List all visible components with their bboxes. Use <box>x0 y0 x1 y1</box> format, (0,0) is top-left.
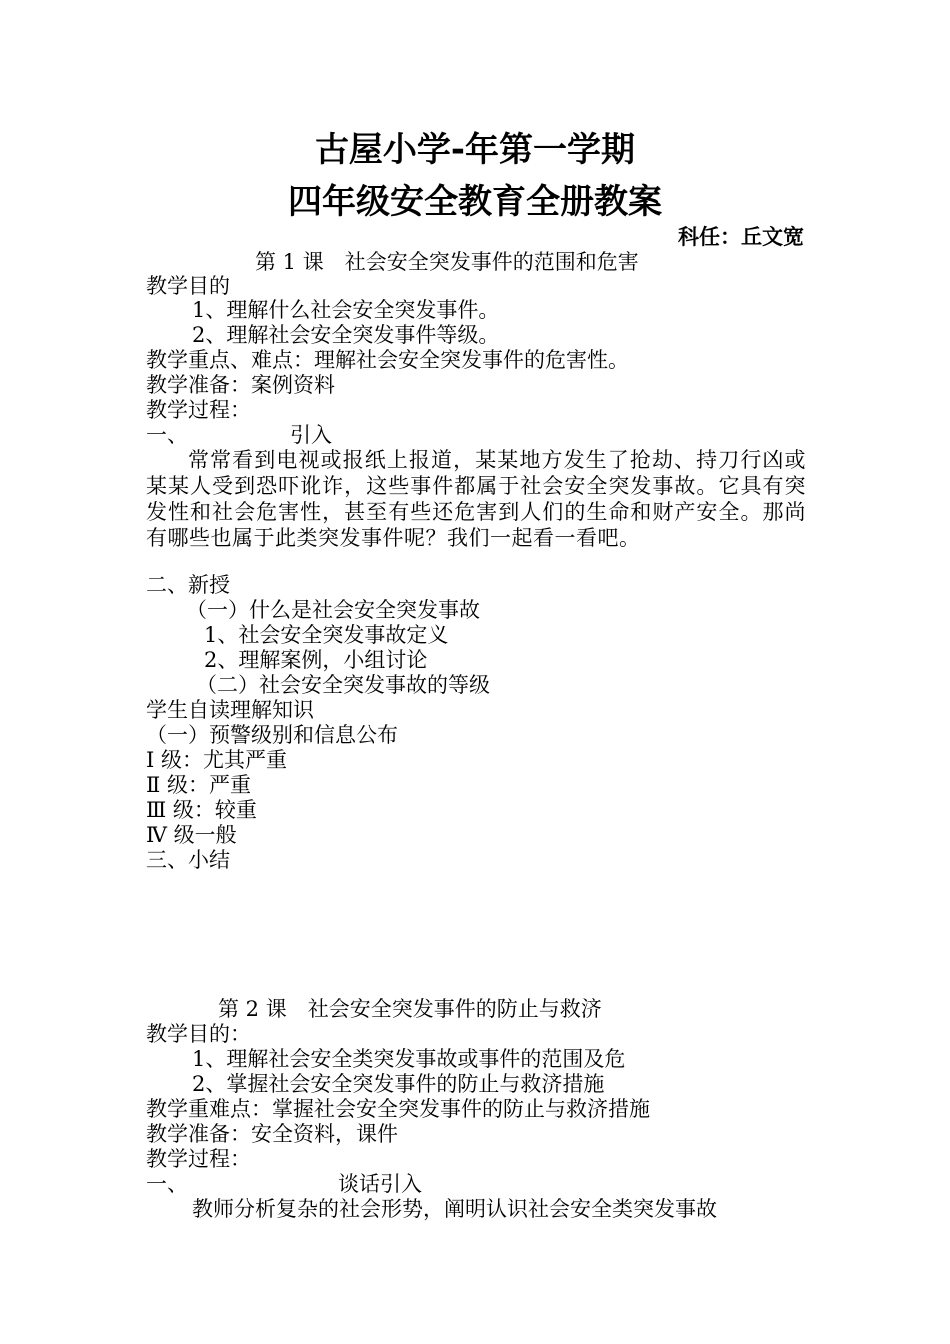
lesson1-subsection-2: （二）社会安全突发事故的等级 <box>196 673 490 697</box>
lesson1-level-2: Ⅱ 级：严重 <box>146 773 251 797</box>
lesson2-step1-title: 谈话引入 <box>338 1172 422 1196</box>
lesson1-step2: 二、新授 <box>146 573 230 597</box>
lesson1-step3: 三、小结 <box>146 848 230 872</box>
lesson1-intro-paragraph: 常常看到电视或报纸上报道，某某地方发生了抢劫、持刀行凶或某某人受到恐吓讹诈，这些事件都属于社会安全突发事故。它具有突发性和社会危害性，甚至有些还危害到人们的生命和财产安全。那尚有哪些也属于此类突发事件呢？我们一起看一看吧。 <box>146 448 806 550</box>
lesson2-prep: 教学准备：安全资料，课件 <box>146 1122 398 1146</box>
lesson1-objective-2: 2、理解社会安全突发事件等级。 <box>192 323 500 347</box>
lesson2-paragraph-start: 教师分析复杂的社会形势，阐明认识社会安全类突发事故 <box>192 1197 717 1221</box>
lesson1-step1-number: 一、 <box>146 423 188 447</box>
lesson1-subsection-1: （一）什么是社会安全突发事故 <box>186 598 480 622</box>
lesson1-prep: 教学准备：案例资料 <box>146 373 335 397</box>
lesson1-warning-levels: （一）预警级别和信息公布 <box>146 723 398 747</box>
lesson1-objective-label: 教学目的 <box>146 274 230 298</box>
document-title: 古屋小学-年第一学期 <box>314 130 636 170</box>
lesson1-objective-1: 1、理解什么社会安全突发事件。 <box>192 298 500 322</box>
lesson1-level-4: Ⅳ 级一般 <box>146 823 237 847</box>
lesson2-objective-label: 教学目的： <box>146 1022 251 1046</box>
lesson1-focus: 教学重点、难点：理解社会安全突发事件的危害性。 <box>146 348 629 372</box>
lesson1-subsection-1-item-2: 2、理解案例，小组讨论 <box>204 648 428 672</box>
lesson1-self-read: 学生自读理解知识 <box>146 698 314 722</box>
document-subtitle: 四年级安全教育全册教案 <box>288 182 662 222</box>
lesson1-process-label: 教学过程： <box>146 398 251 422</box>
lesson2-step1-number: 一、 <box>146 1172 188 1196</box>
lesson1-level-1: Ⅰ 级：尤其严重 <box>146 748 287 772</box>
lesson2-objective-1: 1、理解社会安全类突发事故或事件的范围及危 <box>192 1047 626 1071</box>
lesson2-process-label: 教学过程： <box>146 1147 251 1171</box>
lesson1-step1-title: 引入 <box>290 423 332 447</box>
lesson1-level-3: Ⅲ 级：较重 <box>146 798 257 822</box>
teacher-name: 科任：丘文宽 <box>678 225 804 249</box>
lesson1-subsection-1-item-1: 1、社会安全突发事故定义 <box>204 623 449 647</box>
lesson2-focus: 教学重难点：掌握社会安全突发事件的防止与救济措施 <box>146 1097 650 1121</box>
lesson2-heading: 第 2 课 社会安全突发事件的防止与救济 <box>218 997 602 1021</box>
lesson2-objective-2: 2、掌握社会安全突发事件的防止与救济措施 <box>192 1072 605 1096</box>
lesson1-heading: 第 1 课 社会安全突发事件的范围和危害 <box>255 250 639 274</box>
